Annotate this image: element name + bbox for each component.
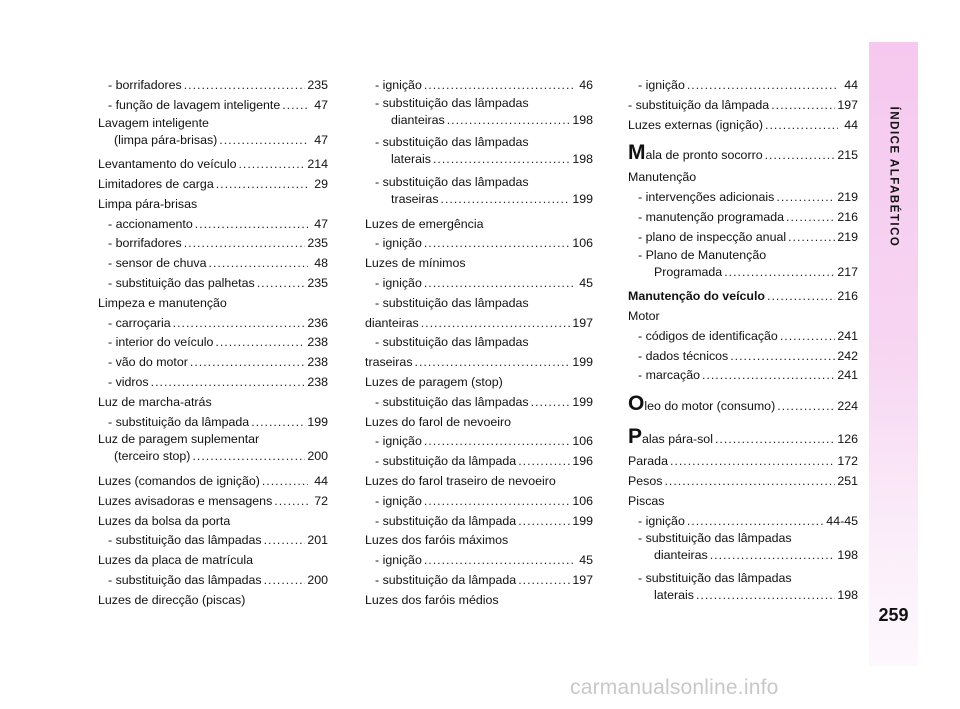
index-heading — [98, 512, 328, 532]
index-entry — [98, 274, 328, 294]
entry-label: - vão do motor — [108, 355, 188, 370]
index-entry — [365, 353, 593, 373]
entry-continuation — [375, 111, 593, 131]
entry-label: - substituição das lâmpadas — [638, 531, 792, 546]
entry-page: 201 — [307, 533, 328, 548]
dot-leader — [421, 314, 571, 334]
entry-label: - substituição das lâmpadas — [375, 135, 529, 150]
index-entry — [628, 366, 858, 386]
index-column-2 — [365, 76, 593, 611]
dot-leader — [184, 76, 306, 96]
entry-label: - substituição das lâmpadas — [375, 174, 529, 189]
dot-leader — [257, 274, 306, 294]
entry-label: - substituição da lâmpada — [375, 454, 517, 469]
entry-label: - substituição das lâmpadas — [108, 572, 262, 587]
entry-page: 199 — [572, 513, 593, 528]
index-entry — [98, 333, 328, 353]
entry-label: (terceiro stop) — [114, 449, 191, 464]
entry-label: - substituição das lâmpadas — [375, 295, 529, 310]
dot-leader — [190, 353, 305, 373]
entry-label: dianteiras — [391, 112, 445, 127]
index-column-1 — [98, 76, 328, 611]
index-heading — [628, 168, 858, 188]
entry-label: - substituição das lâmpadas — [375, 95, 529, 110]
index-heading — [365, 215, 593, 235]
dot-leader — [424, 76, 573, 96]
entry-label: Luzes do farol traseiro de nevoeiro — [365, 473, 556, 488]
index-entry — [98, 314, 328, 334]
page-number: 259 — [878, 605, 909, 625]
entry-label: Luzes dos faróis médios — [365, 592, 499, 607]
index-entry — [365, 393, 593, 413]
dot-leader — [780, 327, 835, 347]
entry-label: - sensor de chuva — [108, 256, 207, 271]
entry-label — [628, 142, 763, 168]
index-entry — [98, 254, 328, 274]
index-heading — [98, 195, 328, 215]
entry-label — [628, 426, 713, 452]
entry-page: 236 — [307, 315, 328, 330]
watermark: carmanualsonline.info — [570, 676, 779, 699]
entry-continuation — [375, 190, 593, 210]
entry-label: Luzes avisadoras e mensagens — [98, 493, 273, 508]
entry-page: 47 — [314, 216, 328, 231]
entry-page: 217 — [837, 264, 858, 279]
dot-leader — [441, 190, 571, 210]
entry-label: - substituição da lâmpada — [628, 97, 770, 112]
entry-label: Pesos — [628, 473, 663, 488]
entry-page: 199 — [572, 394, 593, 409]
index-entry — [628, 228, 858, 248]
index-heading — [365, 413, 593, 433]
index-entry — [98, 432, 328, 467]
index-entry — [365, 512, 593, 532]
dot-leader — [518, 571, 570, 591]
entry-page: 48 — [314, 256, 328, 271]
entry-label: Lavagem inteligente — [98, 115, 209, 130]
entry-label: Luzes do farol de nevoeiro — [365, 414, 512, 429]
dot-leader — [767, 287, 835, 307]
entry-continuation — [98, 131, 328, 151]
dot-leader — [664, 472, 835, 492]
entry-label: Manutenção do veículo — [628, 289, 766, 304]
entry-page: 198 — [572, 112, 593, 127]
entry-label: traseiras — [365, 355, 413, 370]
entry-page: 172 — [837, 454, 858, 469]
entry-label: Luzes de mínimos — [365, 256, 466, 271]
dot-leader — [192, 447, 305, 467]
section-initial: M — [628, 141, 646, 165]
entry-label: - substituição das lâmpadas — [375, 394, 529, 409]
dot-leader — [216, 175, 308, 195]
entry-label: - marcação — [638, 368, 700, 383]
index-entry — [628, 472, 858, 492]
entry-page: 199 — [307, 414, 328, 429]
index-entry — [628, 287, 858, 307]
entry-label: Motor — [628, 308, 660, 323]
entry-label: - intervenções adicionais — [638, 190, 775, 205]
entry-label: laterais — [391, 152, 431, 167]
entry-page: 219 — [837, 229, 858, 244]
entry-page: 47 — [314, 132, 328, 147]
entry-page: 238 — [307, 355, 328, 370]
dot-leader — [531, 393, 571, 413]
entry-label: Luz de paragem suplementar — [98, 432, 260, 447]
entry-label: Levantamento do veículo — [98, 157, 237, 172]
entry-label-rest: leo do motor (consumo) — [644, 399, 776, 414]
entry-page: 215 — [837, 148, 858, 163]
index-entry — [628, 76, 858, 96]
index-entry — [98, 413, 328, 433]
dot-leader — [730, 347, 835, 367]
entry-page: 196 — [572, 454, 593, 469]
index-heading — [98, 591, 328, 611]
index-entry — [98, 116, 328, 151]
index-entry — [628, 347, 858, 367]
index-entry — [98, 76, 328, 96]
entry-page: 72 — [314, 493, 328, 508]
entry-page: 198 — [837, 587, 858, 602]
entry-label: - accionamento — [108, 216, 193, 231]
entry-page: 197 — [572, 572, 593, 587]
dot-leader — [424, 274, 573, 294]
entry-label: - interior do veículo — [108, 335, 214, 350]
dot-leader — [776, 188, 835, 208]
entry-label: - Plano de Manutenção — [638, 247, 767, 262]
entry-label: Limitadores de carga — [98, 176, 214, 191]
index-entry — [365, 175, 593, 210]
index-entry — [628, 512, 858, 532]
index-entry — [628, 96, 858, 116]
dot-leader — [195, 215, 308, 235]
entry-page: 44 — [314, 473, 328, 488]
index-heading — [98, 551, 328, 571]
entry-label: - carroçaria — [108, 315, 171, 330]
dot-leader — [264, 571, 306, 591]
dot-leader — [274, 492, 308, 512]
entry-label: - ignição — [375, 493, 422, 508]
section-initial: O — [628, 392, 645, 416]
entry-label: Luzes de paragem (stop) — [365, 374, 503, 389]
dot-leader — [765, 116, 838, 136]
index-entry — [98, 215, 328, 235]
dot-leader — [262, 472, 308, 492]
index-entry — [98, 234, 328, 254]
index-entry — [365, 76, 593, 96]
section-initial: P — [628, 425, 643, 449]
index-heading — [365, 531, 593, 551]
entry-page: 241 — [837, 328, 858, 343]
entry-label: - plano de inspecção anual — [638, 229, 787, 244]
entry-label — [628, 393, 775, 419]
dot-leader — [215, 333, 305, 353]
entry-page: 106 — [572, 434, 593, 449]
index-entry — [628, 531, 858, 566]
dot-leader — [447, 111, 571, 131]
entry-label: Luzes de emergência — [365, 216, 484, 231]
index-entry — [98, 96, 328, 116]
index-entry — [365, 432, 593, 452]
entry-continuation — [375, 150, 593, 170]
dot-leader — [415, 353, 571, 373]
entry-page: 238 — [307, 374, 328, 389]
index-heading — [98, 294, 328, 314]
dot-leader — [710, 546, 836, 566]
entry-page: 219 — [837, 190, 858, 205]
section-title-text: ÍNDICE ALFABÉTICO — [887, 106, 900, 248]
entry-page: 45 — [579, 275, 593, 290]
entry-page: 47 — [314, 97, 328, 112]
entry-page: 45 — [579, 553, 593, 568]
entry-label: - função de lavagem inteligente — [108, 97, 281, 112]
index-subheading — [365, 333, 593, 353]
entry-label: - substituição das palhetas — [108, 275, 255, 290]
index-column-3 — [628, 76, 858, 611]
entry-label: - manutenção programada — [638, 209, 785, 224]
entry-label: - ignição — [375, 275, 422, 290]
entry-page: 241 — [837, 368, 858, 383]
index-entry — [365, 551, 593, 571]
entry-label: - substituição da lâmpada — [375, 513, 517, 528]
dot-leader — [518, 452, 570, 472]
dot-leader — [777, 393, 835, 419]
entry-page: 242 — [837, 348, 858, 363]
entry-continuation — [98, 447, 328, 467]
entry-label-rest: ala de pronto socorro — [645, 148, 763, 163]
index-heading — [365, 472, 593, 492]
entry-label: Manutenção — [628, 170, 697, 185]
index-heading — [98, 393, 328, 413]
entry-label: - substituição das lâmpadas — [375, 335, 529, 350]
entry-page: 200 — [307, 572, 328, 587]
entry-page: 106 — [572, 236, 593, 251]
dot-leader — [424, 432, 570, 452]
entry-page: 235 — [307, 275, 328, 290]
dot-leader — [209, 254, 309, 274]
entry-label: - vidros — [108, 374, 149, 389]
entry-page: 44 — [844, 117, 858, 132]
index-entry — [628, 142, 858, 168]
entry-page: 251 — [837, 473, 858, 488]
index-entry — [628, 188, 858, 208]
index-entry — [628, 452, 858, 472]
dot-leader — [251, 413, 305, 433]
entry-label: Piscas — [628, 493, 665, 508]
entry-page: 197 — [837, 97, 858, 112]
dot-leader — [788, 228, 835, 248]
entry-label: Luzes da placa de matrícula — [98, 553, 253, 568]
dot-leader — [282, 96, 308, 116]
index-entry — [365, 492, 593, 512]
index-entry — [628, 248, 858, 283]
entry-page: 44 — [844, 78, 858, 92]
index-entry — [365, 135, 593, 170]
dot-leader — [424, 551, 573, 571]
dot-leader — [670, 452, 835, 472]
entry-label: Limpeza e manutenção — [98, 295, 227, 310]
entry-label: - ignição — [375, 236, 422, 251]
entry-page: 197 — [572, 315, 593, 330]
entry-label: Parada — [628, 454, 668, 469]
entry-label: dianteiras — [654, 548, 708, 563]
entry-page: 198 — [837, 548, 858, 563]
entry-page: 44-45 — [826, 513, 858, 528]
dot-leader — [687, 512, 824, 532]
index-entry — [98, 175, 328, 195]
index-entry — [628, 393, 858, 419]
index-subheading — [365, 294, 593, 314]
entry-label: - ignição — [375, 78, 422, 92]
entry-label: - códigos de identificação — [638, 328, 778, 343]
entry-page: 216 — [837, 289, 858, 304]
entry-label: laterais — [654, 587, 694, 602]
index-entry — [98, 571, 328, 591]
entry-label: Luzes (comandos de ignição) — [98, 473, 260, 488]
index-entry — [98, 155, 328, 175]
entry-label: - dados técnicos — [638, 348, 729, 363]
entry-label: dianteiras — [365, 315, 419, 330]
index-heading — [365, 254, 593, 274]
index-entry — [365, 571, 593, 591]
entry-continuation — [638, 586, 858, 606]
entry-page: 106 — [572, 493, 593, 508]
index-entry — [98, 492, 328, 512]
dot-leader — [786, 208, 835, 228]
section-title — [869, 102, 918, 252]
entry-page: 224 — [837, 399, 858, 414]
entry-page: 216 — [837, 209, 858, 224]
entry-label: - borrifadores — [108, 78, 182, 92]
entry-label: Luz de marcha-atrás — [98, 394, 212, 409]
entry-page: 200 — [307, 449, 328, 464]
index-entry — [98, 353, 328, 373]
entry-label: traseiras — [391, 191, 439, 206]
index-heading — [628, 307, 858, 327]
index-entry — [628, 116, 858, 136]
dot-leader — [238, 155, 305, 175]
dot-leader — [184, 234, 306, 254]
entry-continuation — [638, 546, 858, 566]
entry-label: - ignição — [375, 434, 422, 449]
entry-label: Luzes da bolsa da porta — [98, 513, 231, 528]
entry-label: - borrifadores — [108, 236, 182, 251]
index-entry — [365, 96, 593, 131]
index-entry — [98, 472, 328, 492]
dot-leader — [696, 586, 835, 606]
entry-label: - substituição da lâmpada — [375, 572, 517, 587]
entry-label: - substituição da lâmpada — [108, 414, 250, 429]
entry-page: 235 — [307, 236, 328, 251]
entry-page: 126 — [837, 432, 858, 447]
dot-leader — [715, 426, 835, 452]
dot-leader — [219, 131, 308, 151]
entry-page: 238 — [307, 335, 328, 350]
entry-page: 235 — [307, 78, 328, 92]
dot-leader — [433, 150, 570, 170]
entry-label: - ignição — [638, 513, 685, 528]
entry-continuation — [638, 263, 858, 283]
index-entry — [628, 571, 858, 606]
entry-page: 199 — [572, 355, 593, 370]
entry-label: Limpa pára-brisas — [98, 196, 198, 211]
dot-leader — [702, 366, 835, 386]
index-entry — [365, 314, 593, 334]
entry-label: Luzes externas (ignição) — [628, 117, 763, 132]
entry-label: - substituição das lâmpadas — [638, 570, 792, 585]
entry-page: 198 — [572, 152, 593, 167]
dot-leader — [771, 96, 835, 116]
index-entry — [365, 452, 593, 472]
dot-leader — [151, 373, 306, 393]
index-heading — [365, 591, 593, 611]
index-entry — [98, 373, 328, 393]
entry-page: 214 — [307, 157, 328, 172]
entry-page: 29 — [314, 176, 328, 191]
dot-leader — [173, 314, 306, 334]
entry-page: 199 — [572, 191, 593, 206]
dot-leader — [424, 234, 570, 254]
dot-leader — [424, 492, 570, 512]
entry-label: - substituição das lâmpadas — [108, 533, 262, 548]
index-entry — [628, 327, 858, 347]
dot-leader — [724, 263, 835, 283]
index-entry — [365, 234, 593, 254]
index-entry — [365, 274, 593, 294]
entry-label: Luzes de direcção (piscas) — [98, 592, 246, 607]
section-side-band — [869, 42, 918, 666]
index-entry — [98, 531, 328, 551]
entry-page: 46 — [579, 78, 593, 92]
entry-label: Luzes dos faróis máximos — [365, 533, 509, 548]
index-heading — [628, 492, 858, 512]
entry-label-rest: alas pára-sol — [642, 432, 713, 447]
index-entry — [628, 426, 858, 452]
dot-leader — [687, 76, 838, 96]
entry-label: - ignição — [375, 553, 422, 568]
entry-label: Programada — [654, 264, 723, 279]
entry-label: - ignição — [638, 78, 685, 92]
index-entry — [628, 208, 858, 228]
index-heading — [365, 373, 593, 393]
dot-leader — [264, 531, 306, 551]
entry-label: (limpa pára-brisas) — [114, 132, 218, 147]
dot-leader — [518, 512, 570, 532]
dot-leader — [765, 142, 836, 168]
